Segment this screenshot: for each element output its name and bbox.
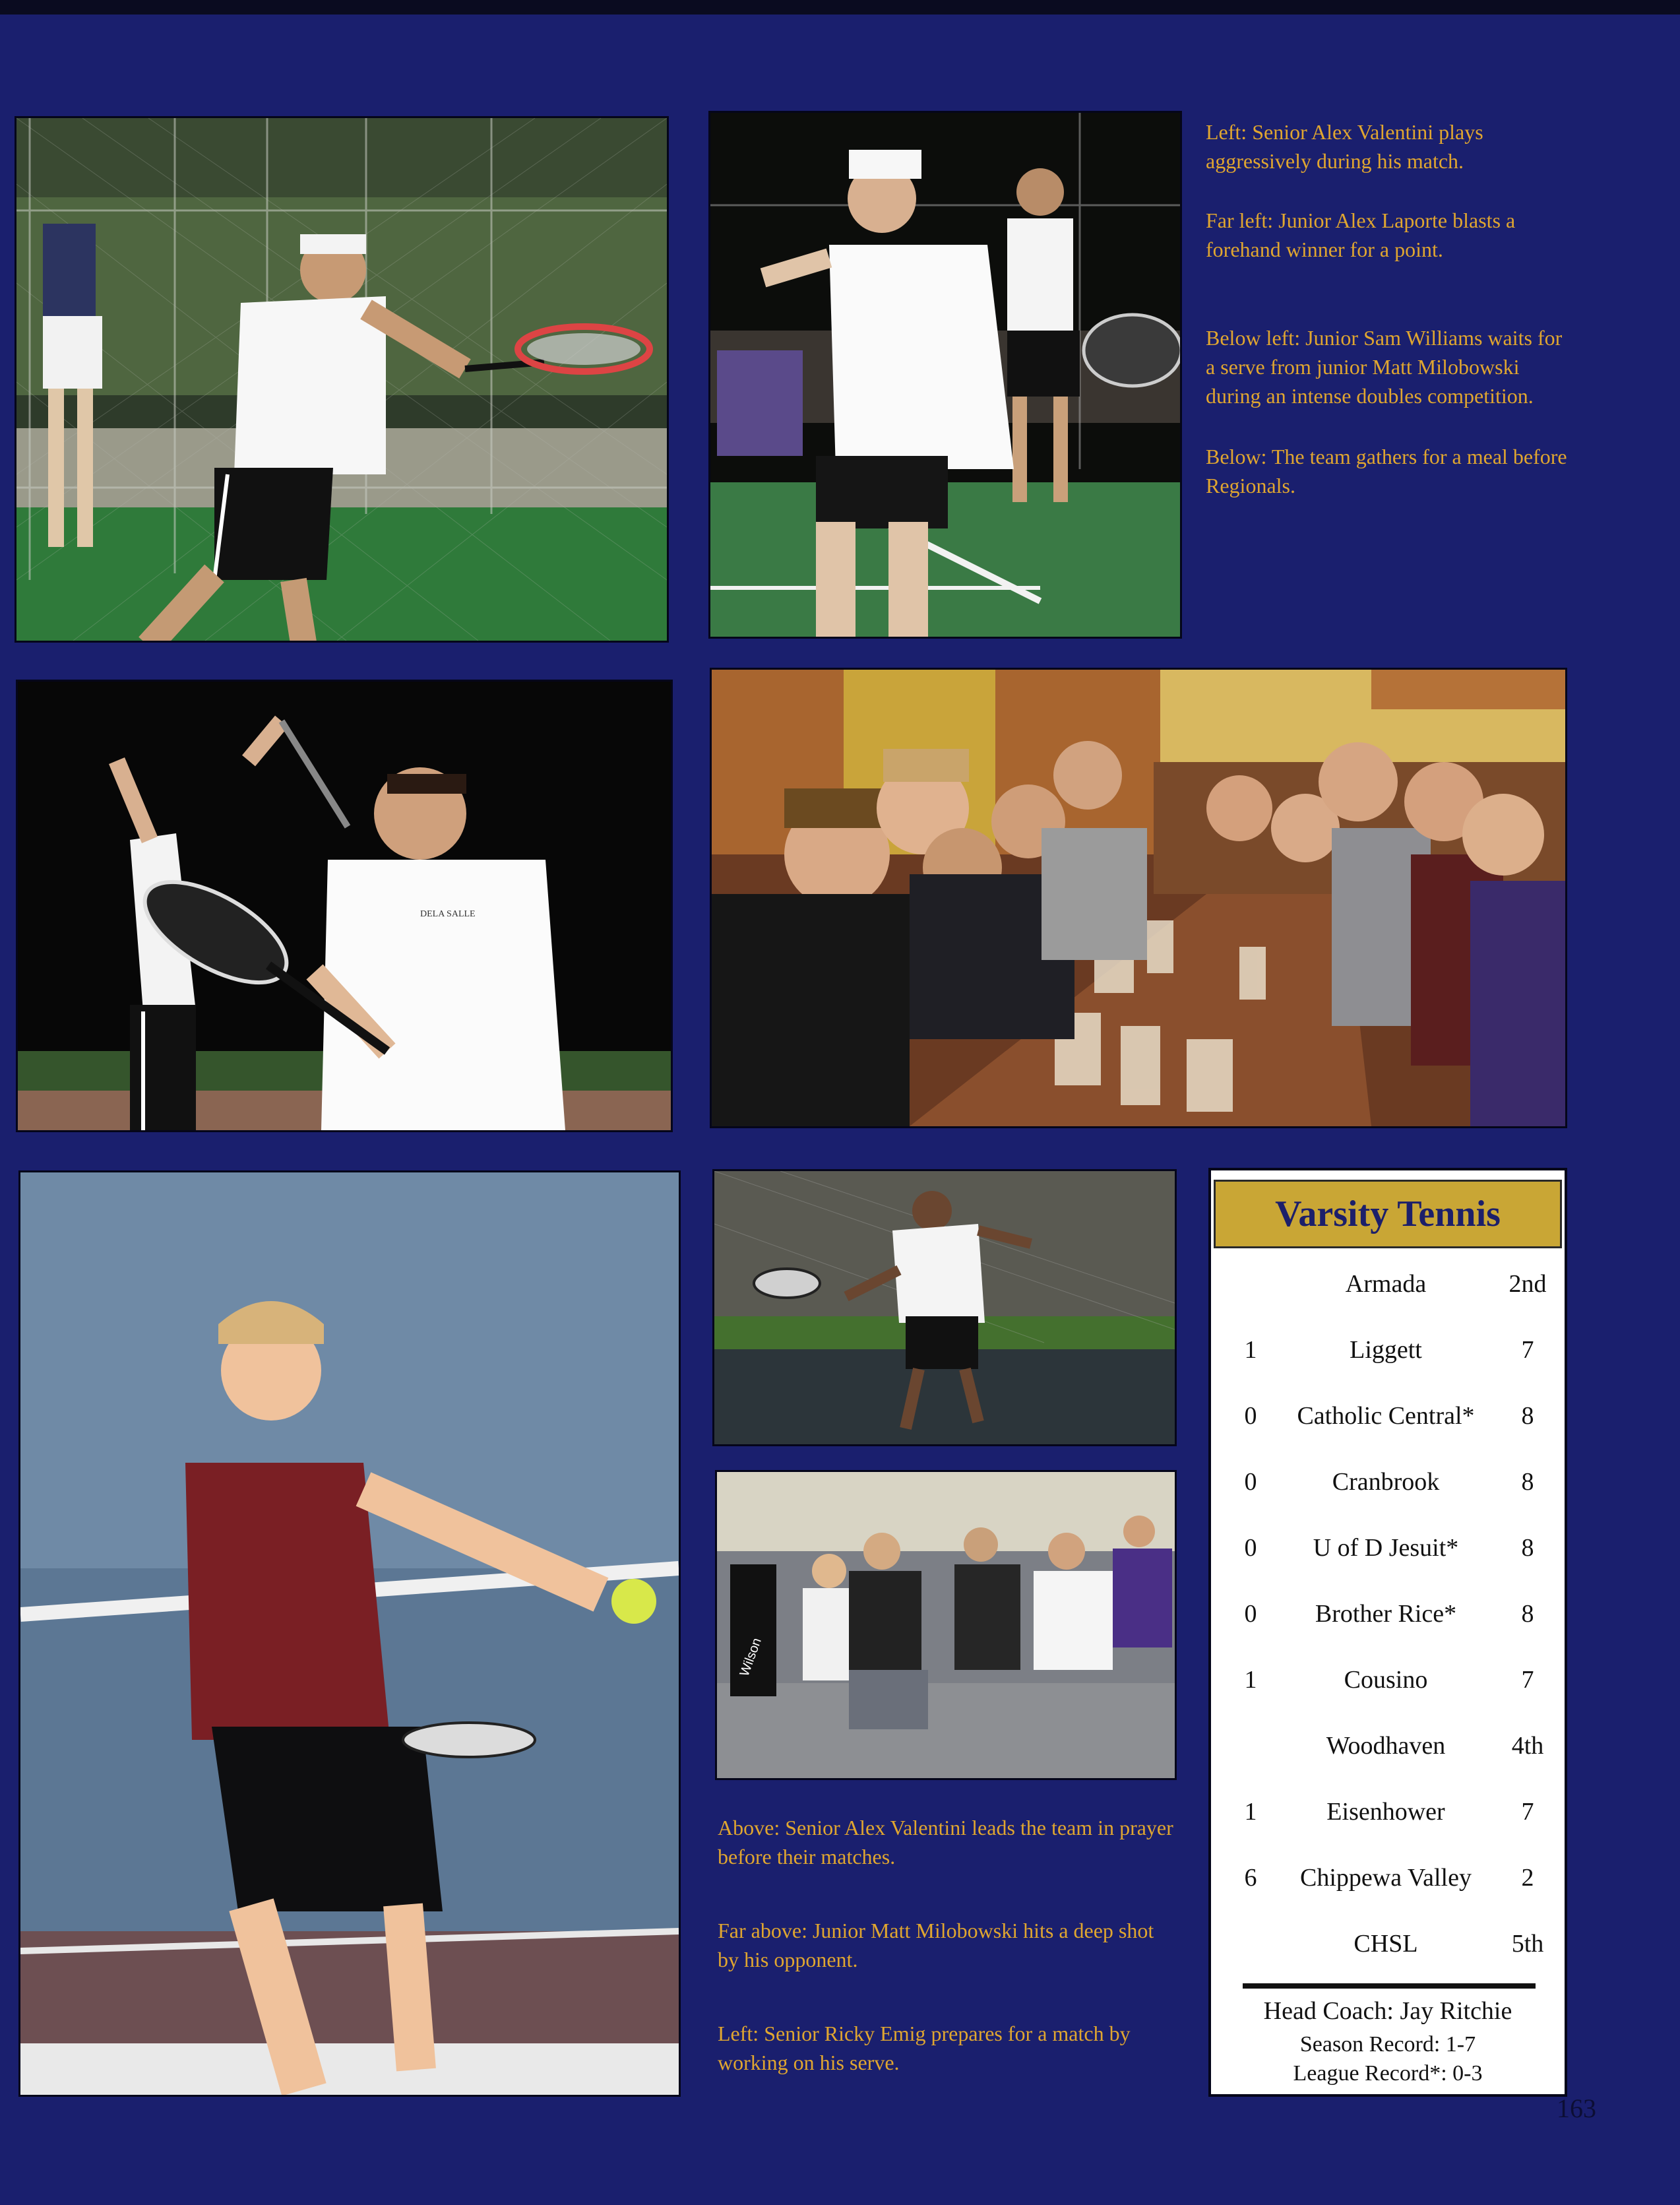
our-score: 1	[1244, 1666, 1257, 1694]
scoreboard-title: Varsity Tennis	[1214, 1180, 1562, 1248]
opponent-name: Liggett	[1350, 1336, 1422, 1364]
opponent-name: CHSL	[1353, 1930, 1418, 1958]
opponent-score: 7	[1521, 1666, 1534, 1694]
bag-brand-label: Wilson	[737, 1636, 764, 1678]
photo-ricky-emig-serve	[18, 1170, 681, 2097]
result-row	[1211, 1269, 1565, 1309]
result-row	[1211, 1863, 1565, 1903]
opponent-score: 2nd	[1509, 1270, 1547, 1298]
our-score: 6	[1244, 1864, 1257, 1892]
result-row	[1211, 1929, 1565, 1969]
page-number: 163	[1557, 2093, 1596, 2123]
our-score: 0	[1244, 1534, 1257, 1562]
result-row	[1211, 1533, 1565, 1573]
opponent-score: 4th	[1511, 1732, 1544, 1760]
result-row	[1211, 1797, 1565, 1837]
photo-alex-valentini-match	[708, 111, 1182, 639]
result-row	[1211, 1665, 1565, 1705]
result-row	[1211, 1335, 1565, 1375]
our-score: 0	[1244, 1402, 1257, 1430]
our-score: 1	[1244, 1336, 1257, 1364]
league-record: League Record*: 0-3	[1293, 2061, 1483, 2086]
caption-left: Left: Senior Alex Valentini plays aggressively during his match.	[1206, 120, 1483, 173]
opponent-score: 5th	[1511, 1930, 1544, 1958]
opponent-name: Eisenhower	[1326, 1798, 1445, 1826]
caption-left-bottom: Left: Senior Ricky Emig prepares for a match by working on his serve.	[718, 2022, 1131, 2074]
caption-below-left: Below left: Junior Sam Williams waits for a serve from junior Matt Milobowski during an intense doubles competition.	[1206, 326, 1563, 408]
photo-team-meal	[710, 668, 1567, 1128]
head-coach: Head Coach: Jay Ritchie	[1263, 1997, 1512, 2025]
opponent-score: 7	[1521, 1336, 1534, 1364]
opponent-name: U of D Jesuit*	[1313, 1534, 1459, 1562]
top-edge	[0, 0, 1680, 15]
shirt-label: DELA SALLE	[420, 909, 476, 919]
photo-doubles-serve	[16, 680, 673, 1132]
opponent-score: 7	[1521, 1798, 1534, 1826]
photo-alex-laporte-forehand	[15, 116, 669, 643]
opponent-name: Brother Rice*	[1315, 1600, 1457, 1628]
opponent-name: Chippewa Valley	[1300, 1864, 1472, 1892]
our-score: 1	[1244, 1798, 1257, 1826]
caption-top-right	[1206, 117, 1575, 500]
opponent-score: 8	[1521, 1600, 1534, 1628]
caption-far-above: Far above: Junior Matt Milobowski hits a deep shot by his opponent.	[718, 1919, 1154, 1971]
result-row	[1211, 1467, 1565, 1507]
photo-matt-milobowski-shot	[712, 1169, 1177, 1446]
caption-far-left: Far left: Junior Alex Laporte blasts a forehand winner for a point.	[1206, 208, 1516, 261]
opponent-name: Armada	[1345, 1270, 1427, 1298]
scoreboard-divider	[1243, 1983, 1536, 1989]
opponent-score: 2	[1521, 1864, 1534, 1892]
result-row	[1211, 1599, 1565, 1639]
opponent-name: Cousino	[1344, 1666, 1428, 1694]
result-row	[1211, 1731, 1565, 1771]
result-row	[1211, 1401, 1565, 1441]
our-score: 0	[1244, 1600, 1257, 1628]
opponent-score: 8	[1521, 1402, 1534, 1430]
caption-bottom-middle	[718, 1813, 1179, 2077]
opponent-score: 8	[1521, 1468, 1534, 1496]
caption-above: Above: Senior Alex Valentini leads the team in prayer before their matches.	[718, 1816, 1173, 1869]
opponent-name: Woodhaven	[1326, 1732, 1446, 1760]
opponent-name: Catholic Central*	[1297, 1402, 1475, 1430]
photo-team-prayer	[715, 1470, 1177, 1780]
our-score: 0	[1244, 1468, 1257, 1496]
varsity-tennis-scoreboard	[1208, 1168, 1567, 2097]
opponent-score: 8	[1521, 1534, 1534, 1562]
season-record: Season Record: 1-7	[1299, 2032, 1476, 2057]
caption-below: Below: The team gathers for a meal before Regionals.	[1206, 445, 1567, 497]
opponent-name: Cranbrook	[1332, 1468, 1440, 1496]
